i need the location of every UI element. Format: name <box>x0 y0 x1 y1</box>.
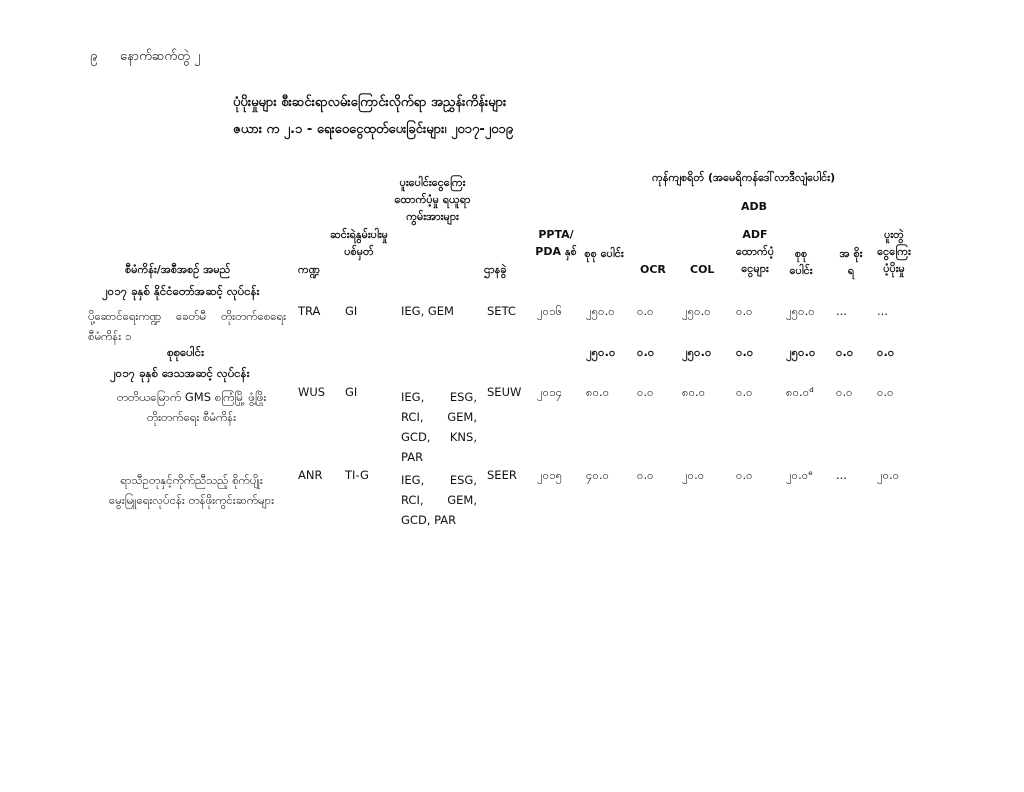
adb-total-cell: ၄၀.၀ <box>586 468 610 482</box>
section-heading: ၂၀၁၇ ခုနှစ် နိုင်ငံတော်အဆင့် လုပ်ငန်း <box>102 284 260 298</box>
header-total: စုစု ပေါင်း <box>789 247 813 277</box>
col-cell: ၂၅၀.၀ <box>682 345 712 359</box>
header-cofin: ပူးတွဲငွေကြေးပံ့ပိုးမှု <box>877 228 911 275</box>
ocr-cell: ၀.၀ <box>637 468 654 482</box>
total-cell: ၂၅၀.၀ <box>786 345 816 359</box>
year-cell: ၂၀၁၅ <box>537 468 563 482</box>
adf-cell: ၀.၀ <box>736 304 753 318</box>
cofin-cell: ... <box>877 304 888 318</box>
ocr-cell: ၀.၀ <box>637 345 655 359</box>
header-adf: ADF ထောက်ပံ့ငွေများ <box>735 228 775 275</box>
project-name: ပို့ဆောင်ရေးကဏ္ဍ ခေတ်မီ တိုးတက်စေရေး စီမံကိန်း ၁ <box>88 309 286 343</box>
col-cell: ၂၅၀.၀ <box>682 304 711 318</box>
cofinancing-cell: IEG, ESG, RCI, GEM, GCD, PAR <box>401 473 477 527</box>
total-cell: ၂၀.၀ᵉ <box>786 468 814 482</box>
cofin-cell: ၂၀.၀ <box>877 468 900 482</box>
project-name: ရာသီဥတုနှင့်ကိုက်ညီသည့် စိုက်ပျိုးမွေးမြူရေးလုပ်ငန်း တန်ဖိုးကွင်းဆက်များ <box>108 473 275 507</box>
modality-cell: TI-G <box>345 468 369 482</box>
total-cell: ၈၀.၀ᵈ <box>786 385 814 399</box>
table-title: ဇယား က ၂.၁ - ရေးဝေငွေထုတ်ပေးခြင်းများ၊ ၂၀၁၇-၂၀၁၉ <box>233 122 514 137</box>
subtotal-label: စုစုပေါင်း <box>167 345 205 359</box>
gov-cell: ... <box>836 304 847 318</box>
header-division: ဌာနခွဲ <box>484 263 507 276</box>
cofinancing-cell: IEG, ESG, RCI, GEM, GCD, KNS, PAR <box>401 390 477 464</box>
total-cell: ၂၅၀.၀ <box>786 304 815 318</box>
header-adb-total: စုစု ပေါင်း <box>584 247 624 260</box>
col-cell: ၈၀.၀ <box>682 385 706 399</box>
sector-cell: ANR <box>298 468 323 482</box>
gov-cell: ၀.၀ <box>836 345 854 359</box>
modality-cell: GI <box>345 385 358 399</box>
header-funding-group: ကုန်ကျစရိတ် (အမေရိကန်ဒေါ်လာဒီလျံပေါင်း) <box>652 171 836 184</box>
gov-cell: ... <box>836 468 847 482</box>
adb-total-cell: ၈၀.၀ <box>586 385 610 399</box>
project-name: တတိယမြောက် GMS စကြံမြို့ ဖွံ့ဖြိုးတိုးတက်ရေး စီမံကိန်း <box>116 390 267 424</box>
header-col: COL <box>690 263 715 276</box>
header-adb: ADB <box>741 200 768 213</box>
page-number: ၉ <box>90 49 98 64</box>
ocr-cell: ၀.၀ <box>637 304 654 318</box>
col-cell: ၂၀.၀ <box>682 468 705 482</box>
cofin-cell: ၀.၀ <box>877 345 895 359</box>
division-cell: SEER <box>487 468 517 482</box>
division-cell: SEUW <box>487 385 522 399</box>
document-title: ပုံပိုးမှုများ စီးဆင်းရာလမ်းကြောင်းလိုက်ရာ အညွှန်းကိန်းများ <box>233 95 507 110</box>
header-name: စီမံကိန်း/အစီအစဉ် အမည် <box>125 263 231 276</box>
cofinancing-cell: IEG, GEM <box>401 304 454 318</box>
appendix-label: နောက်ဆက်တွဲ ၂ <box>120 49 201 64</box>
adf-cell: ၀.၀ <box>736 385 753 399</box>
adb-total-cell: ၂၅၀.၀ <box>586 345 616 359</box>
header-ocr: OCR <box>640 263 666 276</box>
modality-cell: GI <box>345 304 358 318</box>
header-cofinancing: ပူးပေါင်းငွေကြေးထောက်ပံ့မှု ရယူရာ ကွမ်းအားများ <box>394 176 471 223</box>
header-gov: အ စိုး ရ <box>839 247 863 277</box>
ocr-cell: ၀.၀ <box>637 385 654 399</box>
header-modality: ဆင်းရဲနွမ်းပါးမှု ပစ်မှတ် <box>330 228 388 258</box>
sector-cell: WUS <box>298 385 326 399</box>
year-cell: ၂၀၁၆ <box>537 304 563 318</box>
sector-cell: TRA <box>298 304 321 318</box>
header-year: PPTA/ PDA နှစ် <box>535 228 577 258</box>
cofin-cell: ၀.၀ <box>877 385 894 399</box>
header-sector: ကဏ္ဍ <box>298 263 320 276</box>
adf-cell: ၀.၀ <box>736 468 753 482</box>
division-cell: SETC <box>487 304 516 318</box>
adb-total-cell: ၂၅၀.၀ <box>586 304 615 318</box>
adf-cell: ၀.၀ <box>736 345 754 359</box>
section-heading: ၂၀၁၇ ခုနှစ် ဒေသအဆင့် လုပ်ငန်း <box>110 366 250 380</box>
gov-cell: ၀.၀ <box>836 385 853 399</box>
year-cell: ၂၀၁၄ <box>537 385 563 399</box>
